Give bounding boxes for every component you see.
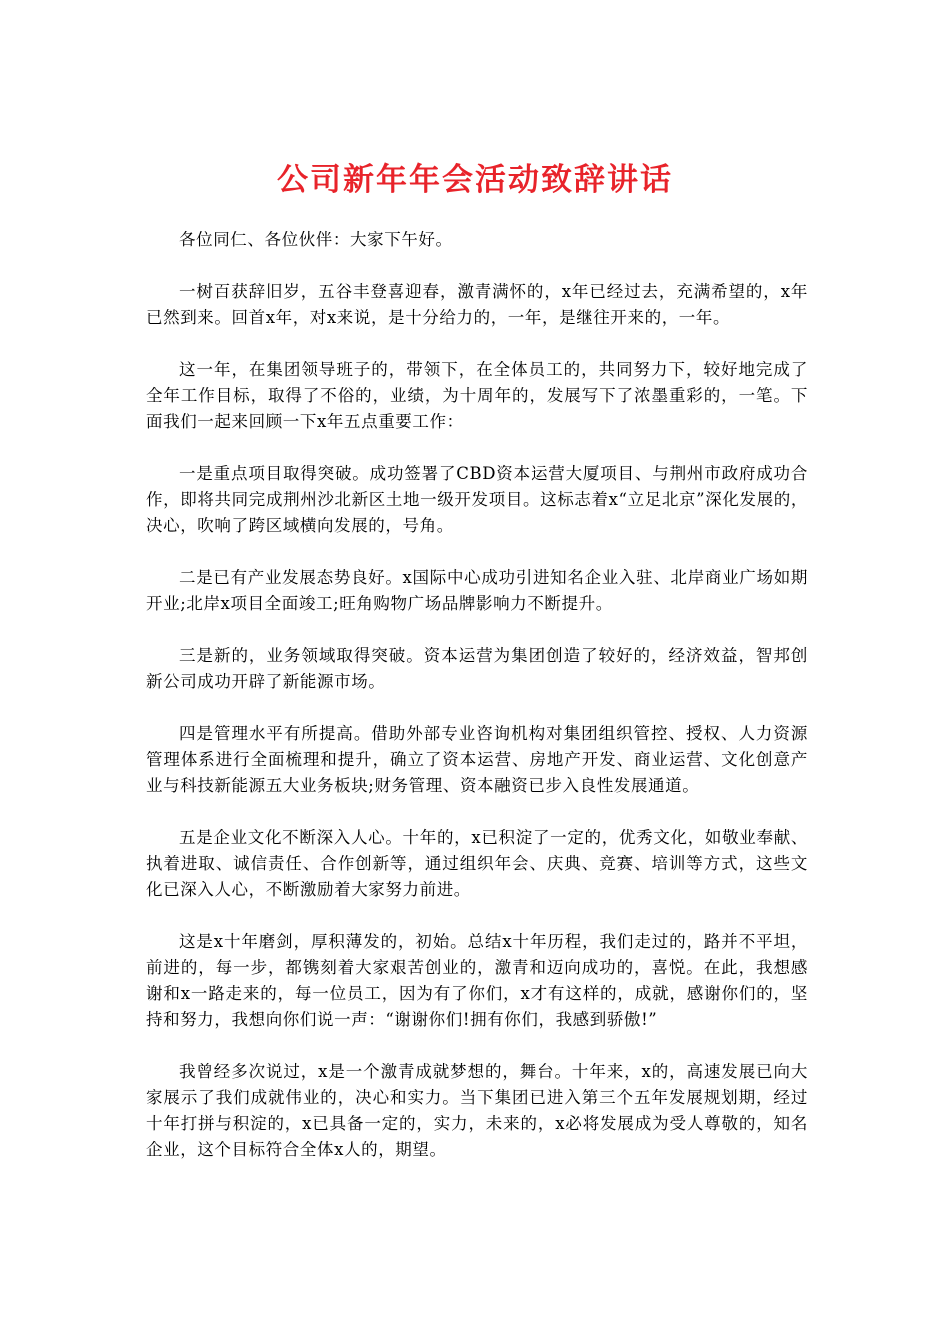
paragraph-point-five: 五是企业文化不断深入人心。十年的，x已积淀了一定的，优秀文化，如敬业奉献、执着进取、诚信责任、合作创新等，通过组织年会、庆典、竞赛、培训等方式，这些文化已深入人心，不断激励着大家努力前进。 [146,828,808,899]
paragraph-greeting: 各位同仁、各位伙伴：大家下午好。 [179,230,453,249]
paragraph-outlook: 我曾经多次说过，x是一个激青成就梦想的，舞台。十年来，x的，高速发展已向大家展示了我们成就伟业的，决心和实力。当下集团已进入第三个五年发展规划期，经过十年打拼与积淀的，x已具备一定的，实力，未来的，x必将发展成为受人尊敬的，知名企业，这个目标符合全体x人的，期望。 [146,1062,808,1159]
paragraph-year-review: 这一年，在集团领导班子的，带领下，在全体员工的，共同努力下，较好地完成了全年工作目标，取得了不俗的，业绩，为十周年的，发展写下了浓墨重彩的，一笔。下面我们一起来回顾一下x年五点重要工作： [146,360,808,431]
paragraph-opening: 一树百获辞旧岁，五谷丰登喜迎春，激青满怀的，x年已经过去，充满希望的，x年已然到来。回首x年，对x来说，是十分给力的，一年，是继往开来的，一年。 [146,282,808,327]
paragraph-point-one: 一是重点项目取得突破。成功签署了CBD资本运营大厦项目、与荆州市政府成功合作，即将共同完成荆州沙北新区土地一级开发项目。这标志着x“立足北京”深化发展的，决心，吹响了跨区域横向发展的，号角。 [146,464,808,535]
document-title: 公司新年年会活动致辞讲话 [277,162,673,198]
document-body [146,227,808,1189]
paragraph-point-four: 四是管理水平有所提高。借助外部专业咨询机构对集团组织管控、授权、人力资源管理体系进行全面梳理和提升，确立了资本运营、房地产开发、商业运营、文化创意产业与科技新能源五大业务板块;财务管理、资本融资已步入良性发展通道。 [146,724,808,795]
paragraph-point-two: 二是已有产业发展态势良好。x国际中心成功引进知名企业入驻、北岸商业广场如期开业;北岸x项目全面竣工;旺角购物广场品牌影响力不断提升。 [146,568,808,613]
paragraph-gratitude: 这是x十年磨剑，厚积薄发的，初始。总结x十年历程，我们走过的，路并不平坦，前进的，每一步，都镌刻着大家艰苦创业的，激青和迈向成功的，喜悦。在此，我想感谢和x一路走来的，每一位员工，因为有了你们，x才有这样的，成就，感谢你们的，坚持和努力，我想向你们说一声：“谢谢你们!拥有你们，我感到骄傲!” [146,932,808,1029]
paragraph-point-three: 三是新的，业务领域取得突破。资本运营为集团创造了较好的，经济效益，智邦创新公司成功开辟了新能源市场。 [146,646,808,691]
